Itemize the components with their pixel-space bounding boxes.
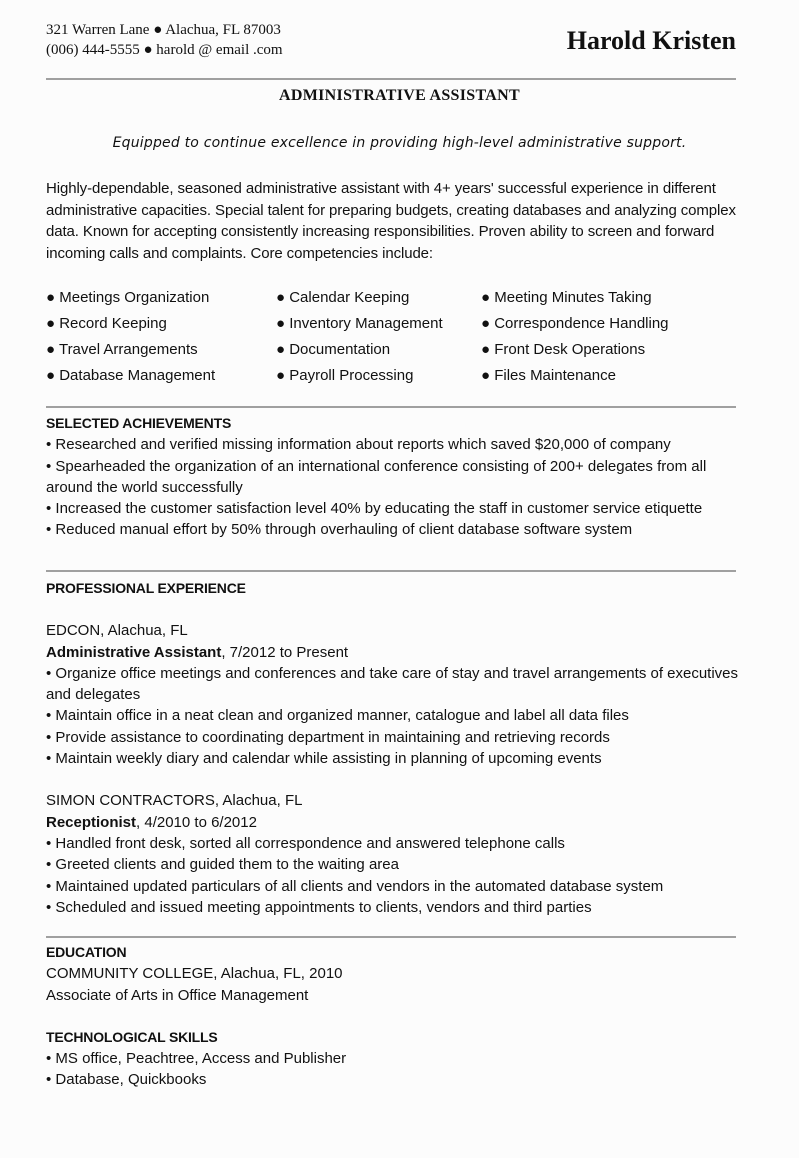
competency-item: ● Inventory Management [276,315,443,332]
role-line [46,642,746,663]
school-line: COMMUNITY COLLEGE, Alachua, FL, 2010 [46,965,343,983]
job-bullet: • Handled front desk, sorted all correspondence and answered telephone calls [46,834,565,852]
competency-item: ● Documentation [276,341,391,358]
competency-item: ● Meeting Minutes Taking [481,289,652,306]
section-heading: SELECTED ACHIEVEMENTS [46,415,232,431]
competency-item: ● Record Keeping [46,315,167,332]
competency-item: ● Meetings Organization [46,289,210,306]
job-bullet: • Maintain weekly diary and calendar while assisting in planning of upcoming events [46,750,602,768]
section-heading: EDUCATION [46,944,127,960]
company-name: SIMON CONTRACTORS, Alachua, FL [46,792,303,810]
job-entry [46,790,746,918]
header-divider [46,78,736,80]
contact-block [46,20,283,60]
competencies-grid [46,289,746,393]
competency-item: ● Payroll Processing [276,367,414,384]
job-title: ADMINISTRATIVE ASSISTANT [279,87,520,104]
role-dates: , 7/2012 to Present [221,643,349,661]
role-title: Administrative Assistant [46,643,222,661]
education-divider [46,936,736,938]
competency-row [46,341,746,367]
achievement-item: • Reduced manual effort by 50% through overhauling of client database software system [46,521,633,539]
address-line: 321 Warren Lane ● Alachua, FL 87003 [46,22,281,38]
candidate-name: Harold Kristen [566,26,736,55]
achievements-section [46,413,746,541]
company-name: EDCON, Alachua, FL [46,622,188,640]
degree-line: Associate of Arts in Office Management [46,986,309,1004]
competency-row [46,289,746,315]
competency-item: ● Database Management [46,367,216,384]
job-bullet: • Maintain office in a neat clean and organized manner, catalogue and label all data files [46,707,629,725]
competency-item: ● Files Maintenance [481,367,616,384]
achievements-divider [46,406,736,408]
competency-item: ● Correspondence Handling [481,315,669,332]
section-heading: TECHNOLOGICAL SKILLS [46,1028,218,1045]
contact-line: (006) 444-5555 ● harold @ email .com [46,42,283,58]
job-bullet: • Greeted clients and guided them to the waiting area [46,856,399,874]
competency-item: ● Calendar Keeping [276,289,410,306]
achievement-item: • Researched and verified missing information about reports which saved $20,000 of company [46,436,671,454]
education-section [46,942,746,1091]
job-entry [46,620,746,769]
job-bullet: • Maintained updated particulars of all clients and vendors in the automated database system [46,877,664,895]
job-bullet: • Scheduled and issued meeting appointments to clients, vendors and third parties [46,898,592,916]
achievement-item: • Increased the customer satisfaction level 40% by educating the staff in customer service etiquette [46,500,703,518]
job-bullet: • Organize office meetings and conferences and take care of stay and travel arrangements of executives and delegates [46,664,739,704]
competency-row [46,315,746,341]
section-heading: PROFESSIONAL EXPERIENCE [46,580,246,596]
role-line [46,812,746,833]
experience-section [46,578,746,918]
tagline: Equipped to continue excellence in providing high-level administrative support. [112,135,687,151]
achievement-item: • Spearheaded the organization of an international conference consisting of 200+ delegates from all around the world successfully [46,457,707,496]
competency-row [46,367,746,393]
skill-item: • MS office, Peachtree, Access and Publisher [46,1050,347,1068]
summary-paragraph: Highly-dependable, seasoned administrative assistant with 4+ years' successful experience in different administrative capacities. Special talent for preparing budgets, creating databases and analyzing complex data. Known for accepting consistently increasing responsibilities. Proven ability to screen and forward incoming calls and complaints. Core competencies include: [46,180,736,262]
role-dates: , 4/2010 to 6/2012 [136,813,257,831]
experience-divider [46,570,736,572]
job-bullet: • Provide assistance to coordinating department in maintaining and retrieving records [46,728,610,746]
role-title: Receptionist [46,813,137,831]
competency-item: ● Travel Arrangements [46,341,198,358]
skill-item: • Database, Quickbooks [46,1071,207,1089]
competency-item: ● Front Desk Operations [481,341,646,358]
